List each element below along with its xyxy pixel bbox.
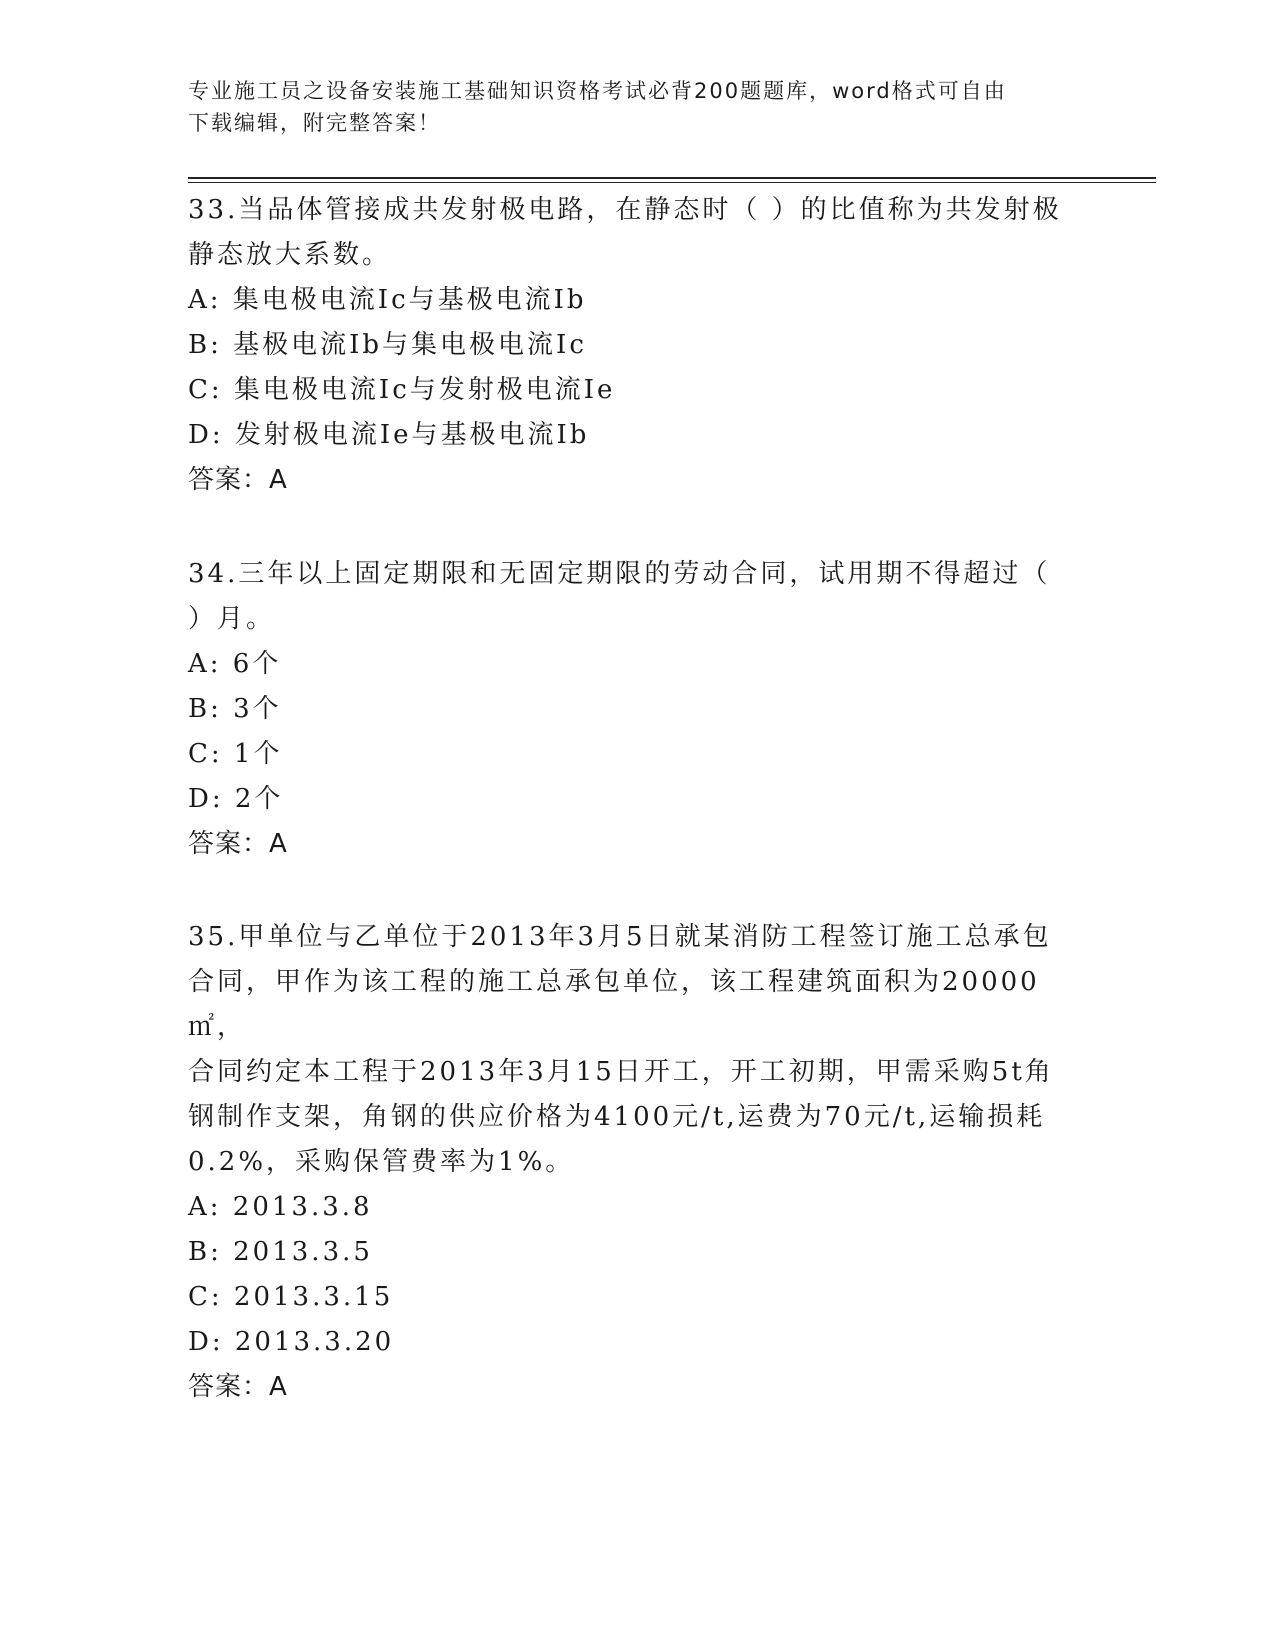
option-b: B: 基极电流Ib与集电极电流Ic: [188, 330, 587, 360]
question-stem-line: 合同约定本工程于2013年3月15日开工，开工初期，甲需采购5t角: [188, 1057, 1054, 1087]
question-stem-line: 33.当品体管接成共发射极电路，在静态时（ ）的比值称为共发射极: [188, 195, 1062, 225]
option-a: A: 6个: [188, 649, 282, 679]
question-stem-line: ）月。: [188, 604, 276, 634]
option-c: C: 2013.3.15: [188, 1282, 394, 1312]
question-options: [188, 1185, 1068, 1365]
question-stem-line: 0.2%，采购保管费率为1%。: [188, 1147, 575, 1177]
option-c: C: 1个: [188, 739, 283, 769]
document-header: [188, 75, 1068, 139]
question-answer: 答案：A: [188, 465, 288, 495]
question-stem-line: 35.甲单位与乙单位于2013年3月5日就某消防工程签订施工总承包: [188, 922, 1052, 952]
question-stem-line: 钢制作支架，角钢的供应价格为4100元/t,运费为70元/t,运输损耗: [188, 1102, 1046, 1132]
question-stem-line: 合同，甲作为该工程的施工总承包单位，该工程建筑面积为20000㎡，: [188, 967, 1040, 1042]
question-35: [188, 915, 1068, 1410]
header-title-line-2: 下载编辑，附完整答案！: [188, 111, 441, 135]
header-divider-thin: [188, 182, 1156, 183]
question-answer: 答案：A: [188, 829, 288, 859]
option-c: C: 集电极电流Ic与发射极电流Ie: [188, 375, 616, 405]
header-divider-thick: [188, 177, 1156, 179]
question-answer: 答案：A: [188, 1372, 288, 1402]
option-b: B: 3个: [188, 694, 282, 724]
question-stem-line: 34.三年以上固定期限和无固定期限的劳动合同，试用期不得超过（: [188, 559, 1051, 589]
question-options: [188, 642, 1068, 822]
header-title-line-1: 专业施工员之设备安装施工基础知识资格考试必背200题题库，word格式可自由: [188, 79, 1007, 103]
question-34: [188, 552, 1068, 867]
option-a: A: 集电极电流Ic与基极电流Ib: [188, 285, 587, 315]
option-d: D: 发射极电流Ie与基极电流Ib: [188, 420, 590, 450]
option-d: D: 2013.3.20: [188, 1327, 395, 1357]
question-options: [188, 278, 1068, 458]
question-stem-line: 静态放大系数。: [188, 240, 392, 270]
option-a: A: 2013.3.8: [188, 1192, 373, 1222]
option-d: D: 2个: [188, 784, 284, 814]
question-33: [188, 188, 1068, 503]
option-b: B: 2013.3.5: [188, 1237, 373, 1267]
